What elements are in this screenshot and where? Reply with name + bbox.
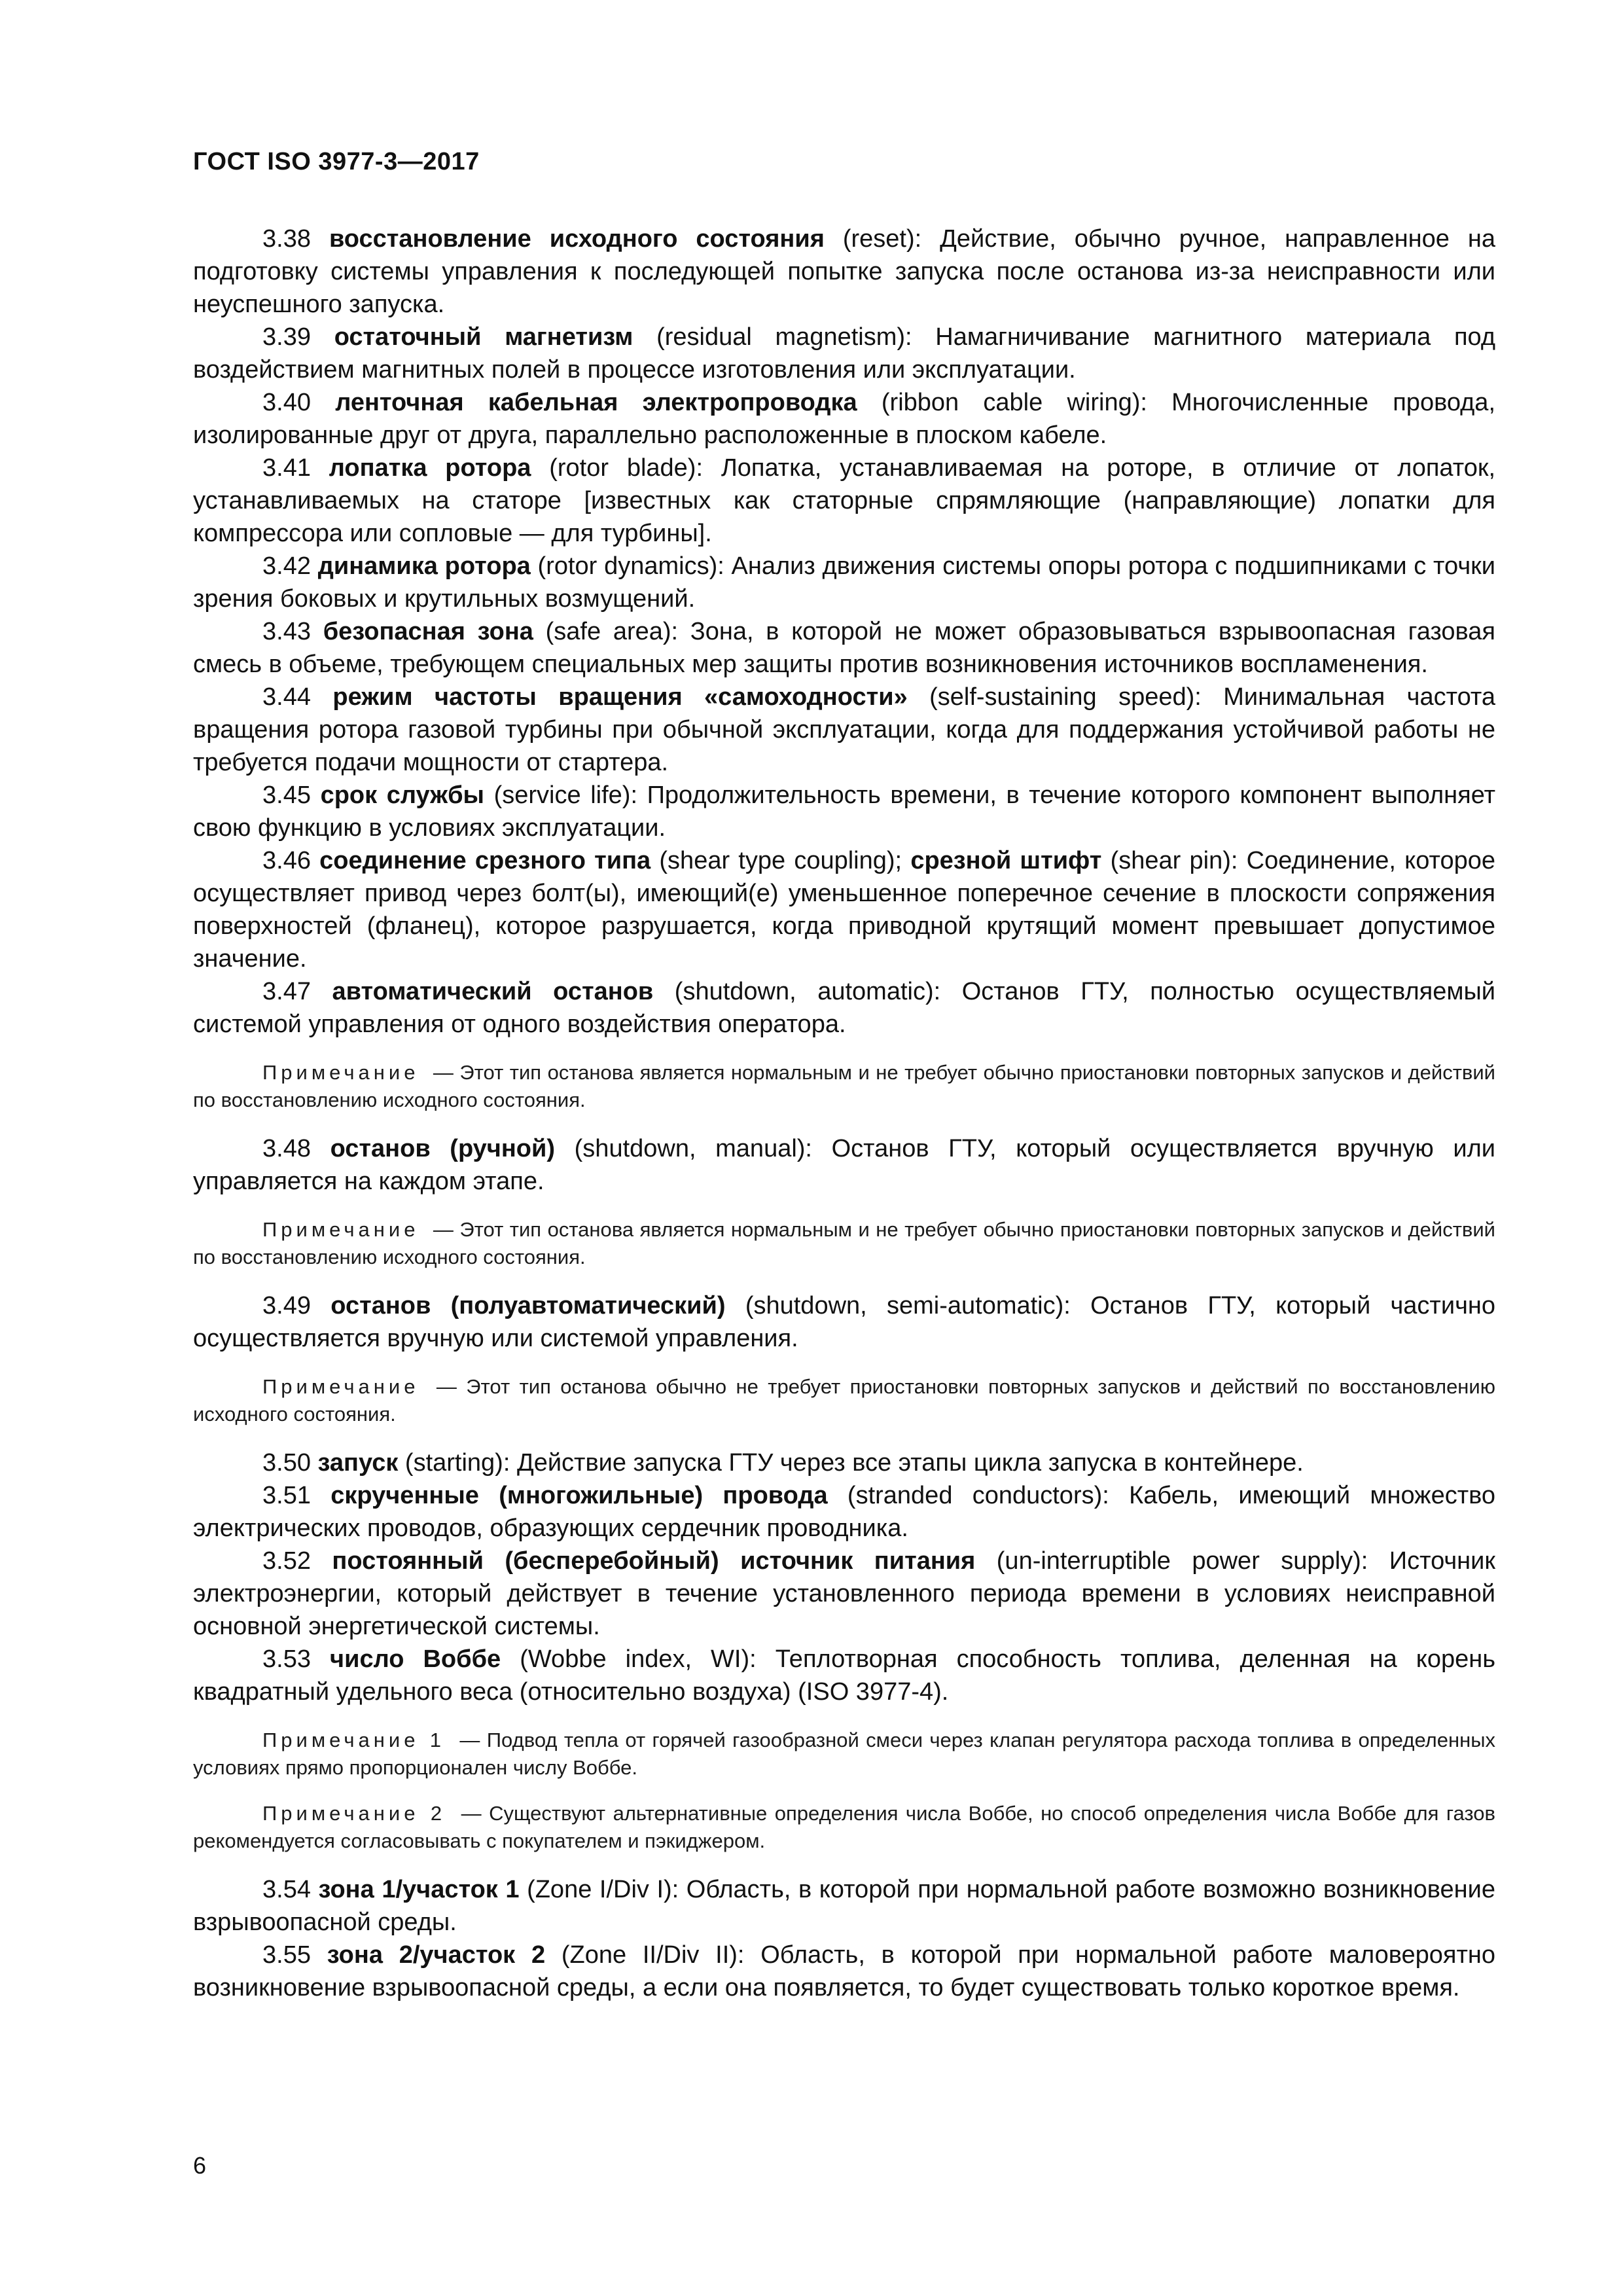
term-definition: (shutdown, manual): Останов ГТУ, который осуществляется вручную или управляется на каждом этапе.	[193, 1135, 1495, 1195]
term-definition: (Zone II/Div II): Область, в которой при нормальной работе маловероятно возникновение взрывоопасной среды, а если она появляется, то будет существовать только короткое время.	[193, 1941, 1495, 2001]
term-entry-3-39	[193, 321, 1495, 386]
note-3-53-2	[193, 1800, 1495, 1855]
term-entry-3-55	[193, 1939, 1495, 2004]
term-name: зона 2/участок 2	[327, 1941, 546, 1969]
term-number: 3.51	[262, 1482, 311, 1509]
term-definition: (rotor dynamics): Анализ движения системы опоры ротора с подшипниками с точки зрения боковых и крутильных возмущений.	[193, 552, 1495, 613]
term-name: запуск	[317, 1449, 399, 1477]
term-name: постоянный (бесперебойный) источник питания	[332, 1547, 976, 1575]
term-definition: (stranded conductors): Кабель, имеющий множество электрических проводов, образующих сердечник проводника.	[193, 1482, 1496, 1542]
term-entry-3-42	[193, 550, 1495, 615]
note-label: Примечание	[262, 1061, 419, 1084]
term-entry-3-40	[193, 386, 1495, 452]
term-number: 3.43	[262, 618, 311, 645]
term-entry-3-45	[193, 779, 1495, 844]
term-definition-secondary: (shear pin): Соединение, которое осуществляет привод через болт(ы), имеющий(е) уменьшенное поперечное сечение в плоскости сопряжения поверхностей (фланец), которое разрушается, когда приводной крутящий момент превышает допустимое значение.	[193, 847, 1496, 973]
note-text: — Этот тип останова обычно не требует приостановки повторных запусков и действий по восстановлению исходного состояния.	[193, 1375, 1495, 1426]
term-definition: (safe area): Зона, в которой не может образовываться взрывоопасная газовая смесь в объеме, требующем специальных мер защиты против возникновения источников воспламенения.	[193, 618, 1496, 678]
note-3-53-1	[193, 1727, 1495, 1782]
term-name: соединение срезного типа	[319, 847, 651, 874]
term-definition: (shutdown, automatic): Останов ГТУ, полностью осуществляемый системой управления от одного воздействия оператора.	[193, 978, 1496, 1038]
term-entry-3-38	[193, 223, 1495, 321]
term-definition: (Zone I/Div I): Область, в которой при нормальной работе возможно возникновение взрывоопасной среды.	[193, 1876, 1496, 1936]
term-number: 3.44	[262, 683, 311, 711]
term-name: режим частоты вращения «самоходности»	[332, 683, 908, 711]
note-text: — Этот тип останова является нормальным и не требует обычно приостановки повторных запусков и действий по восстановлению исходного состояния.	[193, 1218, 1495, 1268]
note-label: Примечание 1	[262, 1729, 446, 1751]
term-number: 3.46	[262, 847, 311, 874]
term-entry-3-46	[193, 844, 1495, 975]
term-definition: (ribbon cable wiring): Многочисленные провода, изолированные друг от друга, параллельно расположенные в плоском кабеле.	[193, 389, 1495, 449]
term-number: 3.40	[262, 389, 311, 416]
term-number: 3.50	[262, 1449, 311, 1477]
term-name: ленточная кабельная электропроводка	[335, 389, 857, 416]
term-number: 3.39	[262, 323, 311, 351]
term-entry-3-54	[193, 1873, 1495, 1939]
term-number: 3.47	[262, 978, 311, 1005]
term-definition: (rotor blade): Лопатка, устанавливаемая на роторе, в отличие от лопаток, устанавливаемых на статоре [известных как статорные спрямляющие (направляющие) лопатки для компрессора или сопловые — для турбины].	[193, 454, 1496, 547]
note-3-47	[193, 1059, 1495, 1114]
standard-code-header: ГОСТ ISO 3977-3—2017	[193, 148, 480, 175]
term-entry-3-49	[193, 1289, 1495, 1355]
term-definition: (self-sustaining speed): Минимальная частота вращения ротора газовой турбины при обычной эксплуатации, когда для поддержания устойчивой работы не требуется подачи мощности от стартера.	[193, 683, 1495, 776]
term-name: зона 1/участок 1	[318, 1876, 520, 1903]
note-3-49	[193, 1373, 1495, 1428]
term-entry-3-47	[193, 975, 1495, 1041]
term-name: скрученные (многожильные) провода	[330, 1482, 828, 1509]
note-3-48	[193, 1216, 1495, 1271]
term-entry-3-41	[193, 452, 1495, 550]
term-number: 3.45	[262, 781, 311, 809]
term-number: 3.54	[262, 1876, 311, 1903]
term-name: автоматический останов	[332, 978, 654, 1005]
term-number: 3.48	[262, 1135, 311, 1162]
term-entry-3-52	[193, 1545, 1495, 1643]
term-name: останов (ручной)	[330, 1135, 556, 1162]
term-name: остаточный магнетизм	[334, 323, 633, 351]
term-number: 3.53	[262, 1645, 311, 1673]
term-name: лопатка ротора	[329, 454, 531, 482]
term-entry-3-44	[193, 681, 1495, 779]
term-name: безопасная зона	[323, 618, 533, 645]
term-definition: (shutdown, semi-automatic): Останов ГТУ, который частично осуществляется вручную или системой управления.	[193, 1292, 1495, 1352]
term-definition: (service life): Продолжительность времени, в течение которого компонент выполняет свою функцию в условиях эксплуатации.	[193, 781, 1496, 842]
term-name: динамика ротора	[317, 552, 531, 580]
term-entry-3-51	[193, 1479, 1495, 1545]
term-definition: (reset): Действие, обычно ручное, направленное на подготовку системы управления к последующей попытке запуска после останова из-за неисправности или неуспешного запуска.	[193, 225, 1495, 318]
term-number: 3.55	[262, 1941, 311, 1969]
term-entry-3-53	[193, 1643, 1495, 1708]
term-entry-3-48	[193, 1132, 1495, 1198]
terms-section	[193, 223, 1495, 2004]
note-text: — Этот тип останова является нормальным и не требует обычно приостановки повторных запусков и действий по восстановлению исходного состояния.	[193, 1061, 1495, 1111]
term-name: восстановление исходного состояния	[329, 225, 825, 253]
term-name: останов (полуавтоматический)	[330, 1292, 726, 1319]
note-label: Примечание	[262, 1218, 419, 1241]
term-number: 3.49	[262, 1292, 311, 1319]
note-text: — Подвод тепла от горячей газообразной смеси через клапан регулятора расхода топлива в определенных условиях прямо пропорционален числу Воббе.	[193, 1729, 1495, 1779]
note-label: Примечание 2	[262, 1802, 446, 1825]
term-definition: (residual magnetism): Намагничивание магнитного материала под воздействием магнитных полей в процессе изготовления или эксплуатации.	[193, 323, 1496, 384]
term-definition: (starting): Действие запуска ГТУ через все этапы цикла запуска в контейнере.	[398, 1449, 1304, 1477]
term-name-secondary: срезной штифт	[910, 847, 1102, 874]
note-label: Примечание	[262, 1375, 419, 1398]
term-name: число Воббе	[330, 1645, 501, 1673]
term-number: 3.41	[262, 454, 311, 482]
term-number: 3.52	[262, 1547, 311, 1575]
page-number: 6	[193, 2152, 207, 2179]
term-definition: (un-interruptible power supply): Источник электроэнергии, который действует в течение установленного периода времени в условиях неисправной основной энергетической системы.	[193, 1547, 1496, 1640]
term-entry-3-50	[193, 1446, 1495, 1479]
term-number: 3.42	[262, 552, 311, 580]
term-entry-3-43	[193, 615, 1495, 681]
term-definition: (shear type coupling);	[651, 847, 911, 874]
note-text: — Существуют альтернативные определения числа Воббе, но способ определения числа Воббе для газов рекомендуется согласовывать с покупателем и пэкиджером.	[193, 1802, 1495, 1852]
term-definition: (Wobbe index, WI): Теплотворная способность топлива, деленная на корень квадратный удельного веса (относительно воздуха) (ISO 3977-4).	[193, 1645, 1495, 1706]
term-number: 3.38	[262, 225, 311, 253]
term-name: срок службы	[320, 781, 484, 809]
